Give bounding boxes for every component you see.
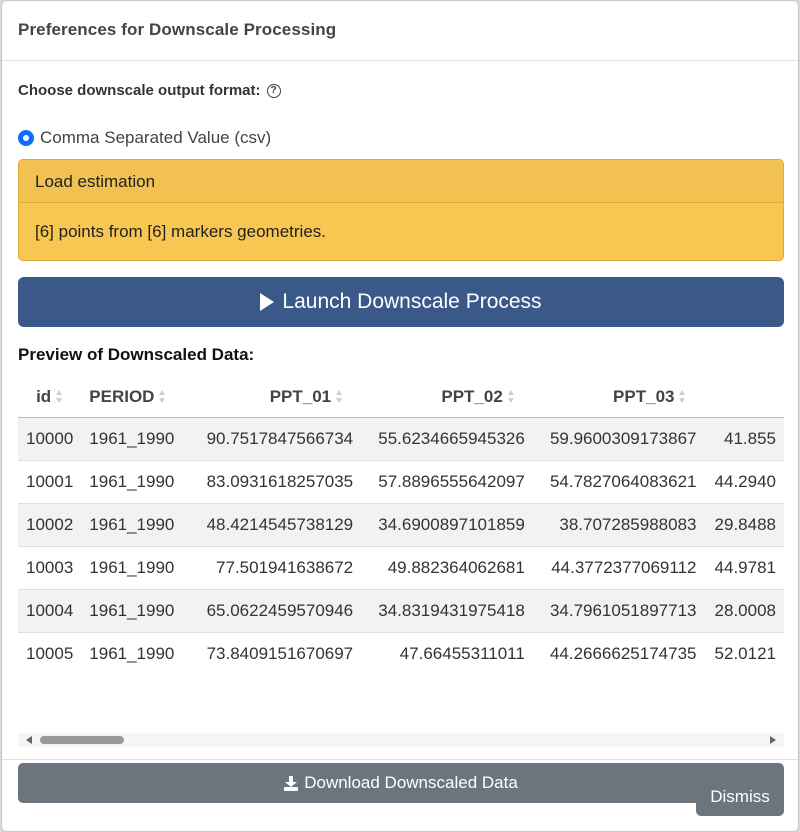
table-cell: 73.8409151670697 xyxy=(189,632,361,675)
table-row xyxy=(18,417,784,460)
modal-footer xyxy=(2,759,799,832)
table-cell: 65.0622459570946 xyxy=(189,589,361,632)
table-row xyxy=(18,460,784,503)
table-cell: 47.66455311011 xyxy=(361,632,533,675)
column-header-period[interactable]: PERIOD xyxy=(81,377,189,417)
table-cell: 44.2940 xyxy=(704,460,784,503)
table-cell: 1961_1990 xyxy=(81,460,189,503)
sort-icon xyxy=(159,390,166,404)
table-row xyxy=(18,632,784,675)
table-header-row xyxy=(18,377,784,417)
table-cell: 10002 xyxy=(18,503,81,546)
table-cell: 55.6234665945326 xyxy=(361,417,533,460)
sort-icon xyxy=(508,390,515,404)
table-cell: 44.9781 xyxy=(704,546,784,589)
table-cell: 49.882364062681 xyxy=(361,546,533,589)
table-cell: 77.501941638672 xyxy=(189,546,361,589)
preview-table-container[interactable] xyxy=(18,377,784,733)
table-cell: 1961_1990 xyxy=(81,503,189,546)
modal-title: Preferences for Downscale Processing xyxy=(18,20,337,39)
sort-icon xyxy=(336,390,343,404)
preview-label: Preview of Downscaled Data: xyxy=(18,345,255,364)
column-header-ppt03[interactable]: PPT_03 xyxy=(533,377,705,417)
table-cell: 90.7517847566734 xyxy=(189,417,361,460)
table-cell: 10003 xyxy=(18,546,81,589)
launch-downscale-button[interactable] xyxy=(18,277,784,327)
scroll-right-arrow-icon[interactable] xyxy=(770,736,776,744)
play-icon xyxy=(260,293,274,311)
column-header-ppt02[interactable]: PPT_02 xyxy=(361,377,533,417)
modal-header xyxy=(2,1,798,61)
csv-radio-button[interactable] xyxy=(18,130,34,146)
csv-option-label[interactable]: Comma Separated Value (csv) xyxy=(40,128,272,147)
table-cell: 44.3772377069112 xyxy=(533,546,705,589)
table-cell: 59.9600309173867 xyxy=(533,417,705,460)
preview-table xyxy=(18,377,784,675)
horizontal-scrollbar[interactable] xyxy=(18,733,784,747)
table-cell: 10005 xyxy=(18,632,81,675)
table-cell: 10004 xyxy=(18,589,81,632)
table-cell: 34.7961051897713 xyxy=(533,589,705,632)
column-header-ppt01[interactable]: PPT_01 xyxy=(189,377,361,417)
alert-message: [6] points from [6] markers geometries. xyxy=(35,222,326,241)
column-header-id[interactable]: id xyxy=(18,377,81,417)
table-cell: 54.7827064083621 xyxy=(533,460,705,503)
alert-heading: Load estimation xyxy=(19,160,783,203)
table-row xyxy=(18,503,784,546)
sort-icon xyxy=(56,390,63,404)
table-row xyxy=(18,546,784,589)
table-cell: 10001 xyxy=(18,460,81,503)
preferences-modal xyxy=(1,0,799,832)
column-header-ppt04[interactable] xyxy=(704,377,784,417)
table-cell: 57.8896555642097 xyxy=(361,460,533,503)
table-cell: 1961_1990 xyxy=(81,589,189,632)
question-circle-icon[interactable]: ? xyxy=(267,84,281,98)
launch-button-label: Launch Downscale Process xyxy=(282,290,542,313)
table-row xyxy=(18,589,784,632)
csv-format-option[interactable] xyxy=(18,128,271,148)
table-cell: 29.8488 xyxy=(704,503,784,546)
format-label xyxy=(18,82,281,99)
scroll-left-arrow-icon[interactable] xyxy=(26,736,32,744)
table-cell: 1961_1990 xyxy=(81,632,189,675)
table-cell: 10000 xyxy=(18,417,81,460)
dismiss-button[interactable]: Dismiss xyxy=(696,777,784,816)
sort-icon xyxy=(679,390,686,404)
table-cell: 38.707285988083 xyxy=(533,503,705,546)
load-estimation-alert xyxy=(18,159,784,261)
table-cell: 34.6900897101859 xyxy=(361,503,533,546)
scrollbar-thumb[interactable] xyxy=(40,736,124,744)
table-cell: 1961_1990 xyxy=(81,546,189,589)
format-label-text: Choose downscale output format: xyxy=(18,82,261,99)
table-cell: 48.4214545738129 xyxy=(189,503,361,546)
table-cell: 1961_1990 xyxy=(81,417,189,460)
download-button-label: Download Downscaled Data xyxy=(304,773,518,792)
table-cell: 28.0008 xyxy=(704,589,784,632)
table-cell: 44.2666625174735 xyxy=(533,632,705,675)
table-cell: 52.0121 xyxy=(704,632,784,675)
table-cell: 34.8319431975418 xyxy=(361,589,533,632)
table-cell: 83.0931618257035 xyxy=(189,460,361,503)
table-cell: 41.855 xyxy=(704,417,784,460)
